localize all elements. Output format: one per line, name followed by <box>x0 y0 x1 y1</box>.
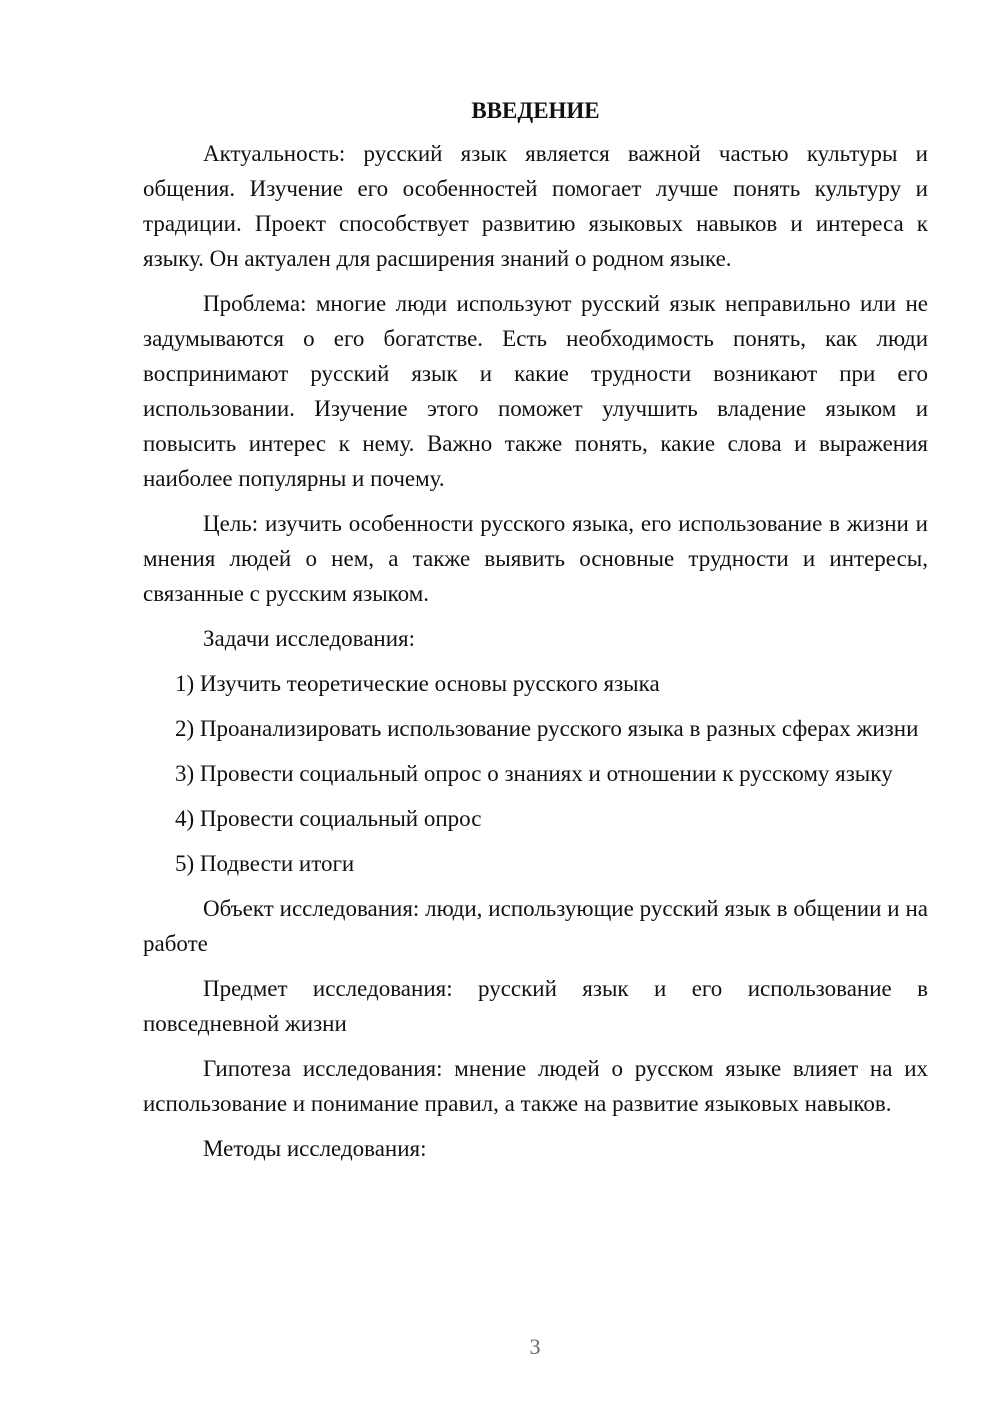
goal-paragraph: Цель: изучить особенности русского языка, его использование в жизни и мнения людей о нем, а также выявить основные трудности и интересы, связанные с русским языком. <box>143 511 928 606</box>
task-item: 1) Изучить теоретические основы русского языка <box>175 671 660 696</box>
hypothesis-paragraph: Гипотеза исследования: мнение людей о русском языке влияет на их использование и понимание правил, а также на развитие языковых навыков. <box>143 1056 928 1116</box>
section-title: ВВЕДЕНИЕ <box>471 98 600 123</box>
tasks-heading: Задачи исследования: <box>203 626 416 651</box>
task-item: 4) Провести социальный опрос <box>175 806 482 831</box>
subject-paragraph: Предмет исследования: русский язык и его использование в повседневной жизни <box>143 976 928 1036</box>
task-item: 2) Проанализировать использование русского языка в разных сферах жизни <box>175 716 919 741</box>
relevance-paragraph: Актуальность: русский язык является важной частью культуры и общения. Изучение его особенностей помогает лучше понять культуру и традиции. Проект способствует развитию языковых навыков и интереса к языку. Он актуален для расширения знаний о родном языке. <box>143 141 928 271</box>
task-item: 3) Провести социальный опрос о знаниях и отношении к русскому языку <box>175 761 893 786</box>
task-item: 5) Подвести итоги <box>175 851 355 876</box>
page-number: 3 <box>529 1334 541 1359</box>
object-paragraph: Объект исследования: люди, использующие русский язык в общении и на работе <box>143 896 928 956</box>
methods-heading: Методы исследования: <box>203 1136 427 1161</box>
problem-paragraph: Проблема: многие люди используют русский язык неправильно или не задумываются о его богатстве. Есть необходимость понять, как люди воспринимают русский язык и какие трудности возникают при его использовании. Изучение этого поможет улучшить владение языком и повысить интерес к нему. Важно также понять, какие слова и выражения наиболее популярны и почему. <box>143 291 928 491</box>
page-content <box>143 96 928 1176</box>
